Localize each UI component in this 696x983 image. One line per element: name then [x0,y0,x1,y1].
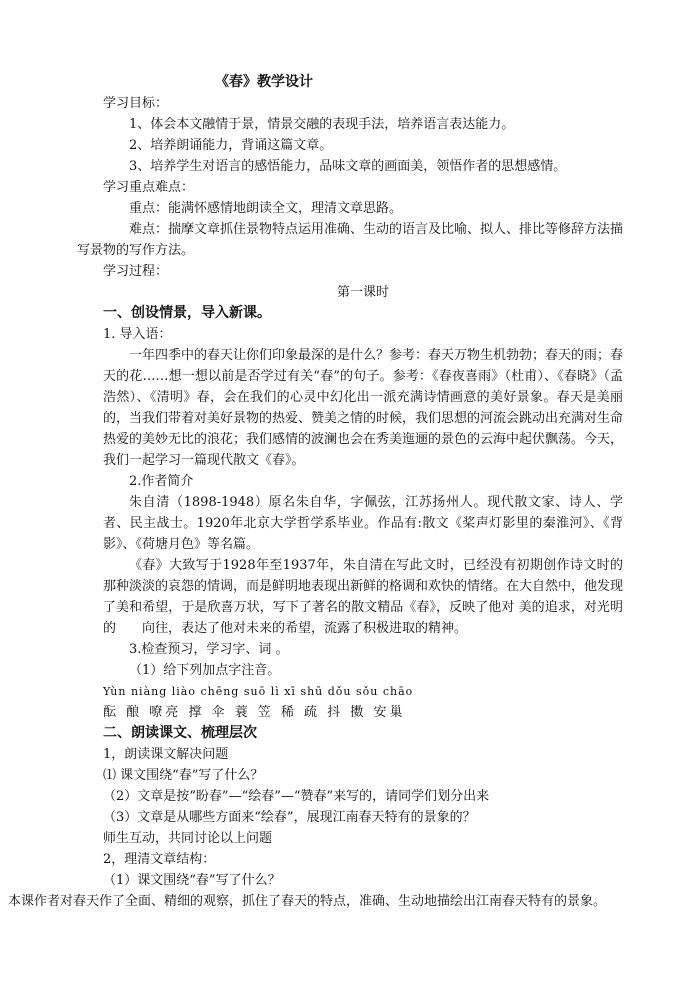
characters-line: 酝 酿 嘹亮 撑 伞 蓑 笠 稀 疏 抖 擞 安巢 [103,705,406,720]
difficulty-text: 难点：揣摩文章抓住景物特点运用准确、生动的语言及比喻、拟人、排比等修辞方法描写景物的写作方法。 [77,222,624,258]
discussion-text: 师生互动，共同讨论以上问题 [103,831,273,846]
intro-paragraph: 一年四季中的春天让你们印象最深的是什么？参考：春天万物生机勃勃；春天的雨；春天的花……想一想以前是否学过有关“春”的句子。参考：《春夜喜雨》（杜甫）、《春晓》（孟浩然）、《清明》春，会在我们的心灵中幻化出一派充满诗情画意的美好景象。春天是美丽的，当我们带着对美好景物的热爱、赞美之情的时候，我们思想的河流会跳动出充满对生命热爱的美妙无比的浪花；我们感情的波澜也会在秀美迤逦的景色的云海中起伏飘荡。今天，我们一起学习一篇现代散文《春》。 [103,348,624,468]
question-item: ⑴ 课文围绕“春”写了什么？ [103,768,264,783]
document-title: 《春》教学设计 [215,74,313,90]
question-item: （3）文章是从哪些方面来“绘春”，展现江南春天特有的景象的？ [103,810,476,825]
preview-label: 3.检查预习，学习字、词 。 [129,642,289,657]
answer-paragraph: 本课作者对春天作了全面、精细的观察，抓住了春天的特点，准确、生动地描绘出江南春天特有的景象。 [8,894,607,909]
document-body [8,72,624,912]
process-heading: 学习过程： [103,264,169,279]
question-item: （2）文章是按“盼春”—“绘春”—“赞春”来写的，请同学们划分出来 [103,789,490,804]
goals-heading: 学习目标： [103,96,169,111]
key-heading: 学习重点难点： [103,180,195,195]
author-paragraph: 朱自清（1898-1948）原名朱自华，字佩弦，江苏扬州人。现代散文家、诗人、学者、民主战士。1920年北京大学哲学系毕业。作品有:散文《桨声灯影里的秦淮河》、《背影》、《荷塘月色》等名篇。 [103,495,623,552]
pinyin-line: Yùn niàng liào chēng suō lì xī shū dǒu sǒu chāo [103,685,414,698]
structure-label: 2，理清文章结构： [103,852,216,867]
read-label: 1，朗读课文解决问题 [103,747,229,762]
structure-question: （1）课文围绕“春”写了什么？ [103,873,281,888]
author-label: 2.作者简介 [129,474,194,489]
key-point: 重点：能满怀感情地朗读全文，理清文章思路。 [129,201,403,216]
preview-sub: （1）给下列加点字注音。 [129,663,281,678]
goal-item: 2、培养朗诵能力，背诵这篇文章。 [129,138,333,153]
goal-item: 1、体会本文融情于景，情景交融的表现手法，培养语言表达能力。 [129,117,515,132]
background-paragraph: 《春》大致写于1928年至1937年，朱自清在写此文时，已经没有初期创作诗文时的那种淡淡的哀怨的情调，而是鲜明地表现出新鲜的格调和欢快的情绪。在大自然中，他发现了美和希望，于是欣喜万状，写下了著名的散文精品《春》，反映了他对 美的追求，对光明的 向往，表达了他对未来的希望，流露了积极进取的精神。 [103,558,624,636]
section1-heading: 一、创设情景，导入新课。 [103,305,271,321]
goal-item: 3、培养学生对语言的感悟能力，品味文章的画面美，领悟作者的思想感情。 [129,159,567,174]
lesson-label: 第一课时 [336,285,389,300]
intro-label: 1. 导入语： [103,327,172,342]
section2-heading: 二、朗读课文、梳理层次 [103,725,257,741]
